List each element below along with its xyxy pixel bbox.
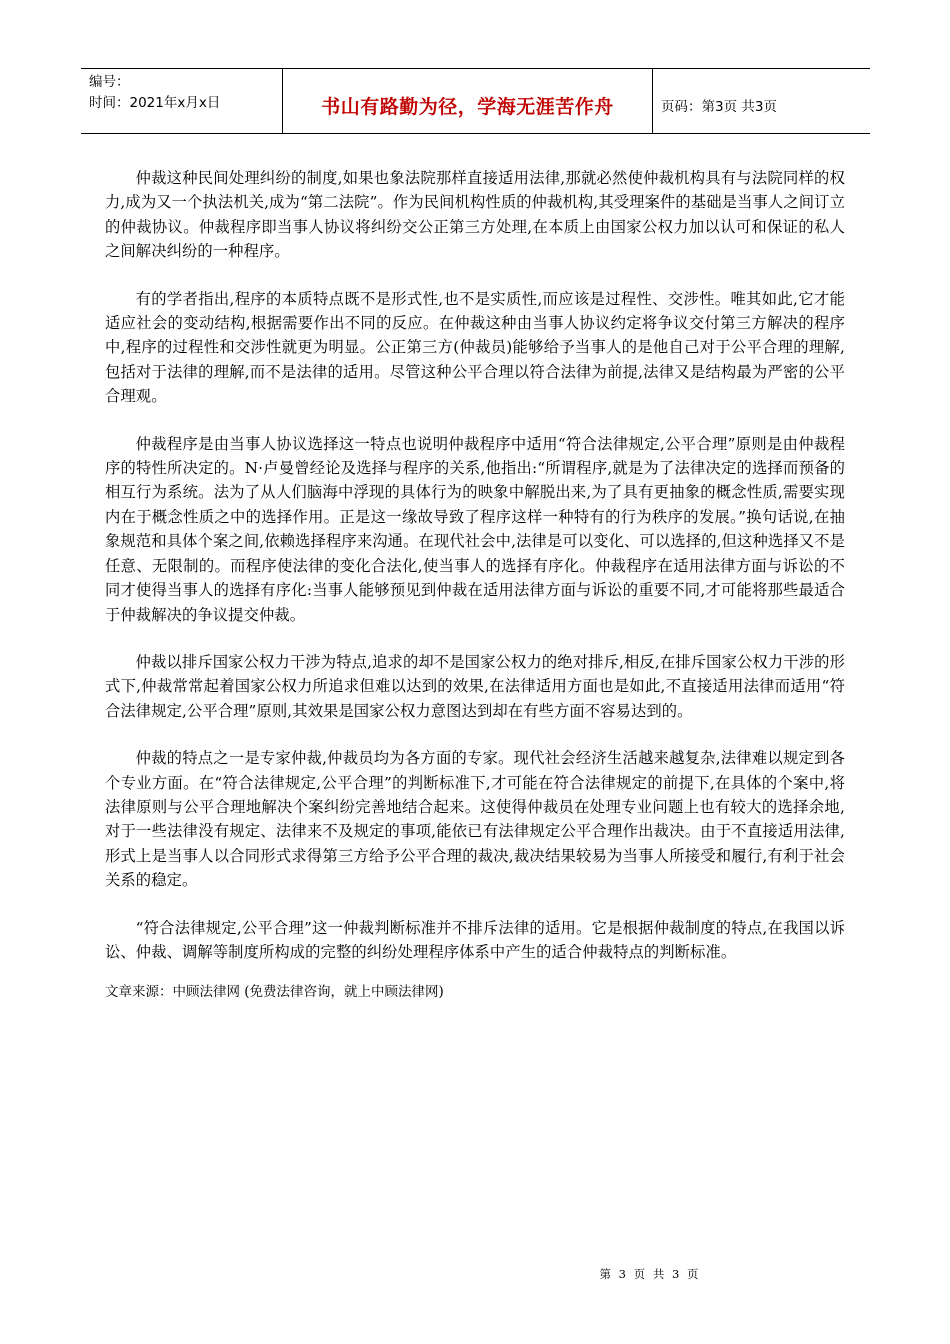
- document-number-label: 编号：: [89, 74, 130, 90]
- header-page-cell: [653, 69, 870, 133]
- header-motto-cell: [283, 69, 653, 133]
- paragraph-4: 仲裁以排斥国家公权力干涉为特点,追求的却不是国家公权力的绝对排斥,相反,在排斥国家公权力干涉的形式下,仲裁常常起着国家公权力所追求但难以达到的效果,在法律适用方面也是如此,不直接适用法律而适用“符合法律规定,公平合理”原则,其效果是国家公权力意图达到却在有些方面不容易达到的。: [105, 652, 845, 720]
- document-body: [105, 166, 845, 1003]
- header-page-code: 页码：第3页 共3页: [661, 99, 777, 115]
- paragraph-2: 有的学者指出,程序的本质特点既不是形式性,也不是实质性,而应该是过程性、交涉性。唯其如此,它才能适应社会的变动结构,根据需要作出不同的反应。在仲裁这种由当事人协议约定将争议交付第三方解决的程序中,程序的过程性和交涉性就更为明显。公正第三方(仲裁员)能够给予当事人的是他自己对于公平合理的理解,包括对于法律的理解,而不是法律的适用。尽管这种公平合理以符合法律为前提,法律又是结构最为严密的公平合理观。: [105, 289, 845, 406]
- paragraph-5: 仲裁的特点之一是专家仲裁,仲裁员均为各方面的专家。现代社会经济生活越来越复杂,法律难以规定到各个专业方面。在“符合法律规定,公平合理”的判断标准下,才可能在符合法律规定的前提下,在具体的个案中,将法律原则与公平合理地解决个案纠纷完善地结合起来。这使得仲裁员在处理专业问题上也有较大的选择余地,对于一些法律没有规定、法律来不及规定的事项,能依已有法律规定公平合理作出裁决。由于不直接适用法律,形式上是当事人以合同形式求得第三方给予公平合理的裁决,裁决结果较易为当事人所接受和履行,有利于社会关系的稳定。: [105, 749, 845, 890]
- document-header: [81, 68, 870, 134]
- article-source: 文章来源：中顾法律网 (免费法律咨询，就上中顾法律网): [105, 984, 444, 1001]
- paragraph-1: 仲裁这种民间处理纠纷的制度,如果也象法院那样直接适用法律,那就必然使仲裁机构具有与法院同样的权力,成为又一个执法机关,成为“第二法院”。作为民间机构性质的仲裁机构,其受理案件的基础是当事人之间订立的仲裁协议。仲裁程序即当事人协议将纠纷交公正第三方处理,在本质上由国家公权力加以认可和保证的私人之间解决纠纷的一种程序。: [105, 169, 845, 261]
- header-meta-cell: [81, 69, 283, 133]
- header-motto: 书山有路勤为径，学海无涯苦作舟: [321, 95, 614, 118]
- paragraph-3: 仲裁程序是由当事人协议选择这一特点也说明仲裁程序中适用“符合法律规定,公平合理”原则是由仲裁程序的特性所决定的。N·卢曼曾经论及选择与程序的关系,他指出:“所谓程序,就是为了法律决定的选择而预备的相互行为系统。法为了从人们脑海中浮现的具体行为的映象中解脱出来,为了具有更抽象的概念性质,需要实现内在于概念性质之中的选择作用。正是这一缘故导致了程序这样一种特有的行为秩序的发展。”换句话说,在抽象规范和具体个案之间,依赖选择程序来沟通。在现代社会中,法律是可以变化、可以选择的,但这种选择又不是任意、无限制的。而程序使法律的变化合法化,使当事人的选择有序化。仲裁程序在适用法律方面与诉讼的不同才使得当事人的选择有序化:当事人能够预见到仲裁在适用法律方面与诉讼的重要不同,才可能将那些最适合于仲裁解决的争议提交仲裁。: [105, 434, 845, 624]
- paragraph-6: “符合法律规定,公平合理”这一仲裁判断标准并不排斥法律的适用。它是根据仲裁制度的特点,在我国以诉讼、仲裁、调解等制度所构成的完整的纠纷处理程序体系中产生的适合仲裁特点的判断标准。: [105, 918, 845, 961]
- page-footer: 第 3 页 共 3 页: [599, 1267, 701, 1281]
- document-time-label: 时间：2021年x月x日: [89, 95, 221, 111]
